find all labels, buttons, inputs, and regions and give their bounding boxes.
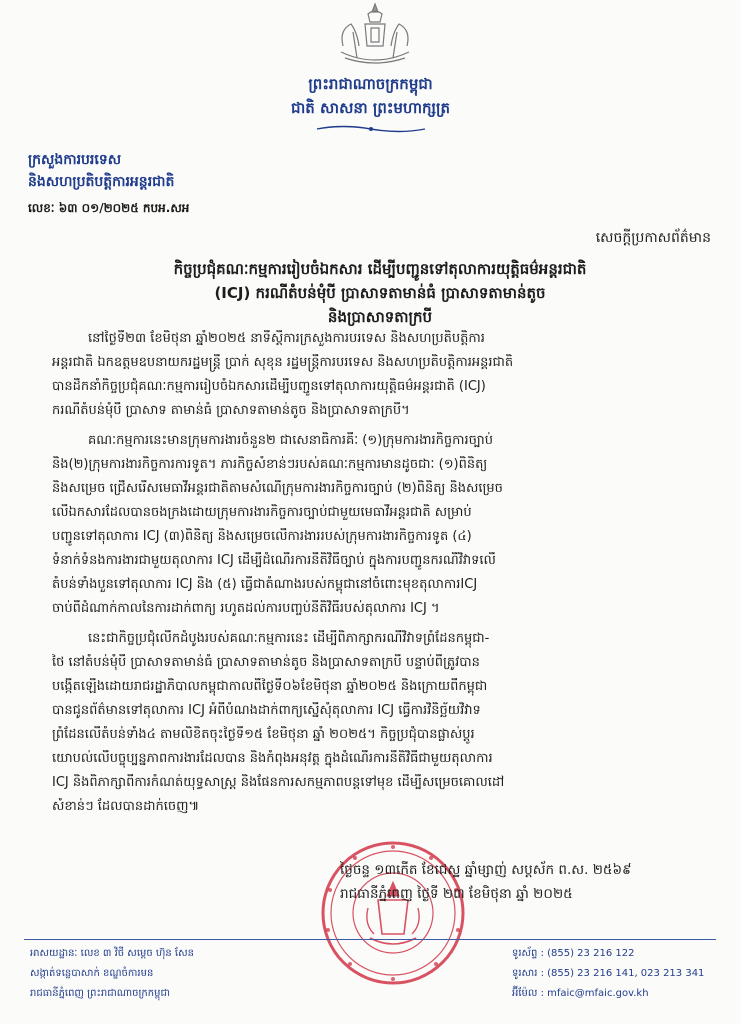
- footer-divider: [24, 939, 716, 940]
- body-paragraph-line: ករណីតំបន់មុំបី ប្រាសាទ តាមាន់ធំ ប្រាសាទតាមាន់តូច និងប្រាសាទតាក្របី។: [52, 403, 410, 418]
- lunar-date-line: ថ្ងៃចន្ទ ១៣កើត ខែជេស្ឋ ឆ្នាំម្សាញ់ សប្តស័ក ព.ស. ២៥៦៩: [340, 862, 632, 878]
- body-paragraph-line: សំខាន់ៗ ដែលបានដាក់ចេញ៕: [52, 799, 200, 814]
- ministry-name-line1: ក្រសួងការបរទេស: [28, 152, 122, 168]
- body-paragraph-line: ចាប់ពីដំណាក់កាលនៃការដាក់ពាក្យ រហូតដល់ការបញ្ចប់នីតិវិធីរបស់តុលាការ ICJ ។: [52, 601, 440, 616]
- body-paragraph-line: ថៃ នៅតំបន់មុំបី ប្រាសាទតាមាន់ធំ ប្រាសាទតាមាន់តូច និងប្រាសាទតាក្របី បន្ទាប់ពីត្រូវបាន: [52, 655, 480, 670]
- body-paragraph-line: និង(២)ក្រុមការងារកិច្ចការការទូត។ ភារកិច្ចសំខាន់ៗរបស់គណៈកម្មការមានដូចជាៈ (១)ពិនិត្យ: [52, 457, 488, 472]
- document-title-line: និងប្រាសាទតាក្របី: [327, 308, 433, 326]
- footer-address-line: សង្កាត់ទន្លេបាសាក់ ខណ្ឌចំការមន: [30, 968, 154, 979]
- body-paragraph-line: បានជូនព័ត៌មានទៅតុលាការ ICJ អំពីបំណងដាក់ពាក្យស្នើសុំតុលាការ ICJ ធ្វើការវិនិច្ឆ័យវិវាទ: [52, 703, 481, 718]
- royal-emblem-icon: [335, 2, 415, 68]
- kingdom-motto: ជាតិ សាសនា ព្រះមហាក្សត្រ: [291, 99, 450, 117]
- footer-fax: ទូរសារ : (855) 23 216 141, 023 213 341: [512, 968, 705, 979]
- body-paragraph-line: នៅថ្ងៃទី២៣ ខែមិថុនា ឆ្នាំ២០២៥ នាទីស្តីការក្រសួងការបរទេស និងសហប្រតិបត្តិការ: [88, 331, 485, 346]
- body-paragraph-line: បញ្ជូនទៅតុលាការ ICJ (៣)ពិនិត្យ និងសម្រេចលើការងាររបស់ក្រុមការងារកិច្ចការទូត (៤): [52, 529, 472, 544]
- body-paragraph-line: យោបល់លើបច្ចុប្បន្នភាពការងារដែលបាន និងកំពុងអនុវត្ត ក្នុងដំណើរការនីតិវិធីជាមួយតុលាការ: [52, 751, 493, 766]
- body-paragraph-line: លើឯកសារដែលបានចងក្រងដោយក្រុមការងារកិច្ចការច្បាប់ជាមួយមេធាវីអន្តរជាតិ សម្រាប់: [52, 505, 472, 520]
- body-paragraph-line: តំបន់ទាំងបួនទៅតុលាការ ICJ និង (៥) ធ្វើជាតំណាងរបស់កម្ពុជានៅចំពោះមុខតុលាការICJ: [52, 577, 478, 592]
- document-title-line: (ICJ) ករណីតំបន់មុំបី ប្រាសាទតាមាន់ធំ ប្រាសាទតាមាន់តូច: [214, 284, 546, 302]
- document-title-line: កិច្ចប្រជុំគណៈកម្មការរៀបចំឯកសារ ដើម្បីបញ្ជូនទៅតុលាការយុត្តិធម៌អន្តរជាតិ: [173, 260, 587, 278]
- body-paragraph-line: គណៈកម្មការនេះមានក្រុមការងារចំនួន២ ជាសេនាធិការគឺៈ (១)ក្រុមការងារកិច្ចការច្បាប់: [88, 433, 493, 448]
- document-type: សេចក្តីប្រកាសព័ត៌មាន: [595, 230, 711, 246]
- body-paragraph-line: ព្រំដែនលើតំបន់ទាំង៤ តាមលិខិតចុះថ្ងៃទី១៥ ខែមិថុនា ឆ្នាំ ២០២៥។ កិច្ចប្រជុំបានផ្លាស់ប្តូរ: [52, 727, 475, 742]
- ornamental-divider-icon: [315, 124, 427, 134]
- ministry-name-line2: និងសហប្រតិបត្តិការអន្តរជាតិ: [28, 174, 175, 190]
- body-paragraph-line: នេះជាកិច្ចប្រជុំលើកដំបូងរបស់គណៈកម្មការនេះ ដើម្បីពិភាក្សាករណីវិវាទព្រំដែនកម្ពុជា-: [88, 631, 490, 646]
- body-paragraph-line: អន្តរជាតិ ឯកឧត្តមឧបនាយករដ្ឋមន្ត្រី ប្រាក់ សុខុន រដ្ឋមន្ត្រីការបរទេស និងសហប្រតិបត្តិការអន្តរជាតិ: [52, 355, 514, 370]
- footer-address-line: រាជធានីភ្នំពេញ ព្រះរាជាណាចក្រកម្ពុជា: [30, 988, 170, 999]
- body-paragraph-line: ទំនាក់ទំនងការងារជាមួយតុលាការ ICJ ដើម្បីដំណើរការនីតិវិធីច្បាប់ ក្នុងការបញ្ជូនករណីវិវាទលើ: [52, 553, 496, 568]
- footer-email[interactable]: អ៊ីម៉ែល : mfaic@mfaic.gov.kh: [512, 988, 649, 999]
- place-date-line: រាជធានីភ្នំពេញ ថ្ងៃទី ២៣ ខែមិថុនា ឆ្នាំ ២០២៥: [340, 886, 573, 902]
- body-paragraph-line: បង្កើតឡើងដោយរាជរដ្ឋាភិបាលកម្ពុជាកាលពីថ្ងៃទី០៦ខែមិថុនា ឆ្នាំ២០២៥ និងក្រោយពីកម្ពុជា: [52, 679, 488, 694]
- footer-phone: ទូរស័ព្ទ : (855) 23 216 122: [512, 948, 635, 959]
- body-paragraph-line: ICJ និងពិភាក្សាពីការកំណត់យុទ្ធសាស្ត្រ និងផែនការសកម្មភាពបន្តទៅមុខ ដើម្បីសម្រេចគោលដៅ: [52, 775, 505, 790]
- footer-address-line: អាសយដ្ឋានៈ លេខ ៣ វិថី សម្តេច ហ៊ុន សែន: [30, 948, 194, 959]
- kingdom-name: ព្រះរាជាណាចក្រកម្ពុជា: [308, 75, 433, 93]
- body-paragraph-line: បានដឹកនាំកិច្ចប្រជុំគណៈកម្មការរៀបចំឯកសារដើម្បីបញ្ជូនទៅតុលាការយុត្តិធម៌អន្តរជាតិ (ICJ): [52, 379, 486, 394]
- body-paragraph-line: និងសម្រេច ជ្រើសរើសមេធាវីអន្តរជាតិតាមសំណើក្រុមការងារកិច្ចការច្បាប់ (២)ពិនិត្យ និងសម្រេច: [52, 481, 503, 496]
- reference-number: លេខៈ ៦៣ ០១/២០២៥ កបអ.សអ: [28, 201, 190, 215]
